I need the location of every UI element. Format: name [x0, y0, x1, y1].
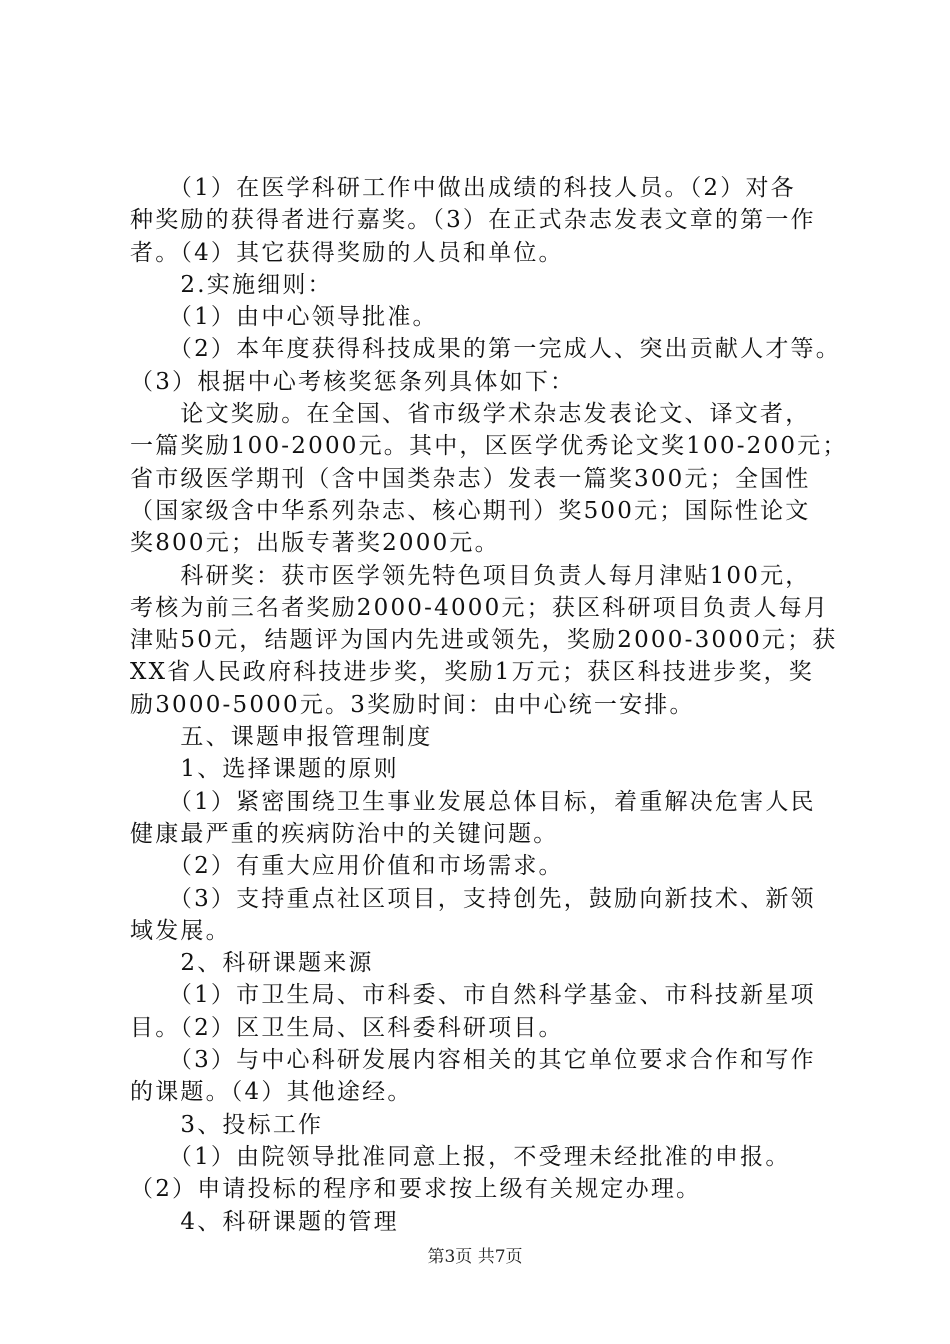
text-line-20: （1）紧密围绕卫生事业发展总体目标，着重解决危害人民	[130, 788, 816, 815]
text-line-14: 考核为前三名者奖励2000-4000元；获区科研项目负责人每月	[130, 594, 830, 621]
text-line-23: （3）支持重点社区项目，支持创先，鼓励向新技术、新领	[130, 885, 816, 912]
text-line-15: 津贴50元，结题评为国内先进或领先，奖励2000-3000元；获	[130, 627, 838, 654]
text-line-21: 健康最严重的疾病防治中的关键问题。	[130, 820, 559, 847]
text-line-26: （1）市卫生局、市科委、市自然科学基金、市科技新星项	[130, 982, 816, 1009]
text-line-32: （2）申请投标的程序和要求按上级有关规定办理。	[130, 1176, 702, 1203]
text-line-27: 目。（2）区卫生局、区科委科研项目。	[130, 1014, 564, 1041]
text-line-9: 一篇奖励100-2000元。其中，区医学优秀论文奖100-200元；	[130, 433, 848, 460]
text-line-12: 奖800元；出版专著奖2000元。	[130, 530, 500, 557]
text-line-17: 励3000-5000元。3奖励时间：由中心统一安排。	[130, 691, 695, 718]
text-line-22: （2）有重大应用价值和市场需求。	[130, 853, 564, 880]
page-number-indicator: 第3页 共7页	[427, 1247, 523, 1267]
text-line-7: （3）根据中心考核奖惩条列具体如下：	[130, 368, 576, 395]
text-line-33: 4、科研课题的管理	[130, 1208, 399, 1235]
text-line-8: 论文奖励。在全国、省市级学术杂志发表论文、译文者，	[130, 401, 811, 428]
text-line-18: 五、课题申报管理制度	[130, 724, 433, 751]
text-line-13: 科研奖：获市医学领先特色项目负责人每月津贴100元，	[130, 562, 811, 589]
text-line-5: （1）由中心领导批准。	[130, 304, 438, 331]
text-line-11: （国家级含中华系列杂志、核心期刊）奖500元；国际性论文	[130, 497, 811, 524]
text-line-3: 者。（4）其它获得奖励的人员和单位。	[130, 239, 564, 266]
text-line-31: （1）由院领导批准同意上报，不受理未经批准的申报。	[130, 1143, 791, 1170]
text-line-10: 省市级医学期刊（含中国类杂志）发表一篇奖300元；全国性	[130, 465, 811, 492]
text-line-28: （3）与中心科研发展内容相关的其它单位要求合作和写作	[130, 1047, 816, 1074]
text-line-1: （1）在医学科研工作中做出成绩的科技人员。（2）对各	[130, 175, 796, 201]
text-line-30: 3、投标工作	[130, 1111, 324, 1138]
text-line-2: 种奖励的获得者进行嘉奖。（3）在正式杂志发表文章的第一作	[130, 207, 816, 234]
text-line-25: 2、科研课题来源	[130, 950, 374, 977]
text-line-24: 域发展。	[130, 917, 231, 944]
text-line-19: 1、选择课题的原则	[130, 756, 399, 783]
text-line-29: 的课题。（4）其他途经。	[130, 1079, 413, 1106]
document-body	[130, 172, 848, 1238]
text-line-4: 2.实施细则：	[130, 271, 333, 298]
page-footer	[0, 1242, 950, 1267]
text-line-6: （2）本年度获得科技成果的第一完成人、突出贡献人才等。	[130, 336, 841, 363]
text-line-16: XX省人民政府科技进步奖，奖励1万元；获区科技进步奖，奖	[130, 659, 814, 686]
